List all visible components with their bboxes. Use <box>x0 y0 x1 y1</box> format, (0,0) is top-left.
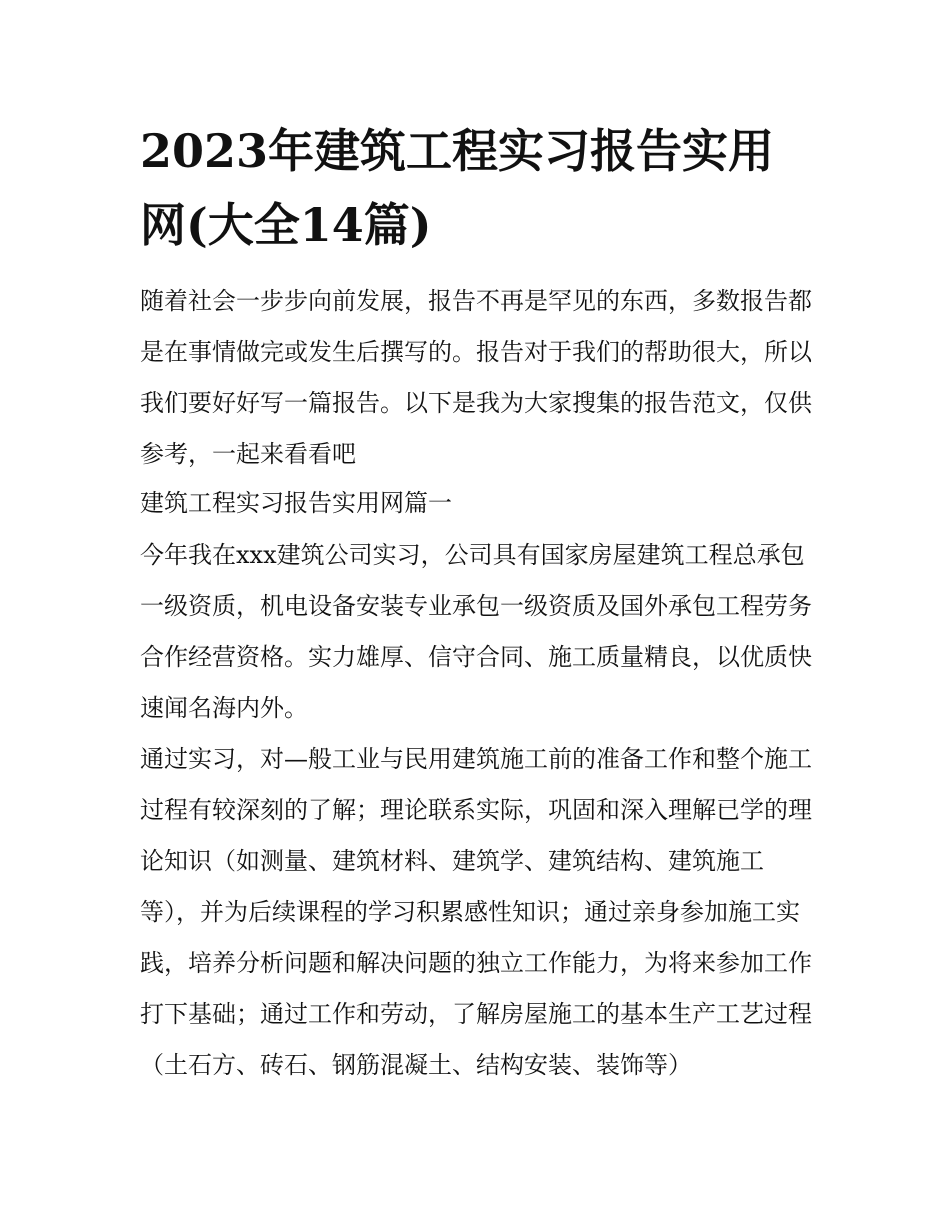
document-title: 2023年建筑工程实习报告实用网(大全14篇) <box>140 124 775 252</box>
body-paragraph-1: 今年我在xxx建筑公司实习，公司具有国家房屋建筑工程总承包一级资质，机电设备安装专业承包一级资质及国外承包工程劳务合作经营资格。实力雄厚、信守合同、施工质量精良，以优质快速闻名海内外。 <box>140 541 812 722</box>
section-heading: 建筑工程实习报告实用网篇一 <box>140 489 452 517</box>
intro-paragraph: 随着社会一步步向前发展，报告不再是罕见的东西，多数报告都是在事情做完或发生后撰写的。报告对于我们的帮助很大，所以我们要好好写一篇报告。以下是我为大家搜集的报告范文，仅供参考，一起来看看吧 <box>140 287 812 468</box>
body-paragraph-2: 通过实习，对—般工业与民用建筑施工前的准备工作和整个施工过程有较深刻的了解；理论联系实际，巩固和深入理解已学的理论知识（如测量、建筑材料、建筑学、建筑结构、建筑施工等），并为后续课程的学习积累感性知识；通过亲身参加施工实践，培养分析问题和解决问题的独立工作能力，为将来参加工作打下基础；通过工作和劳动，了解房屋施工的基本生产工艺过程（土石方、砖石、钢筋混凝土、结构安装、装饰等） <box>140 745 812 1079</box>
